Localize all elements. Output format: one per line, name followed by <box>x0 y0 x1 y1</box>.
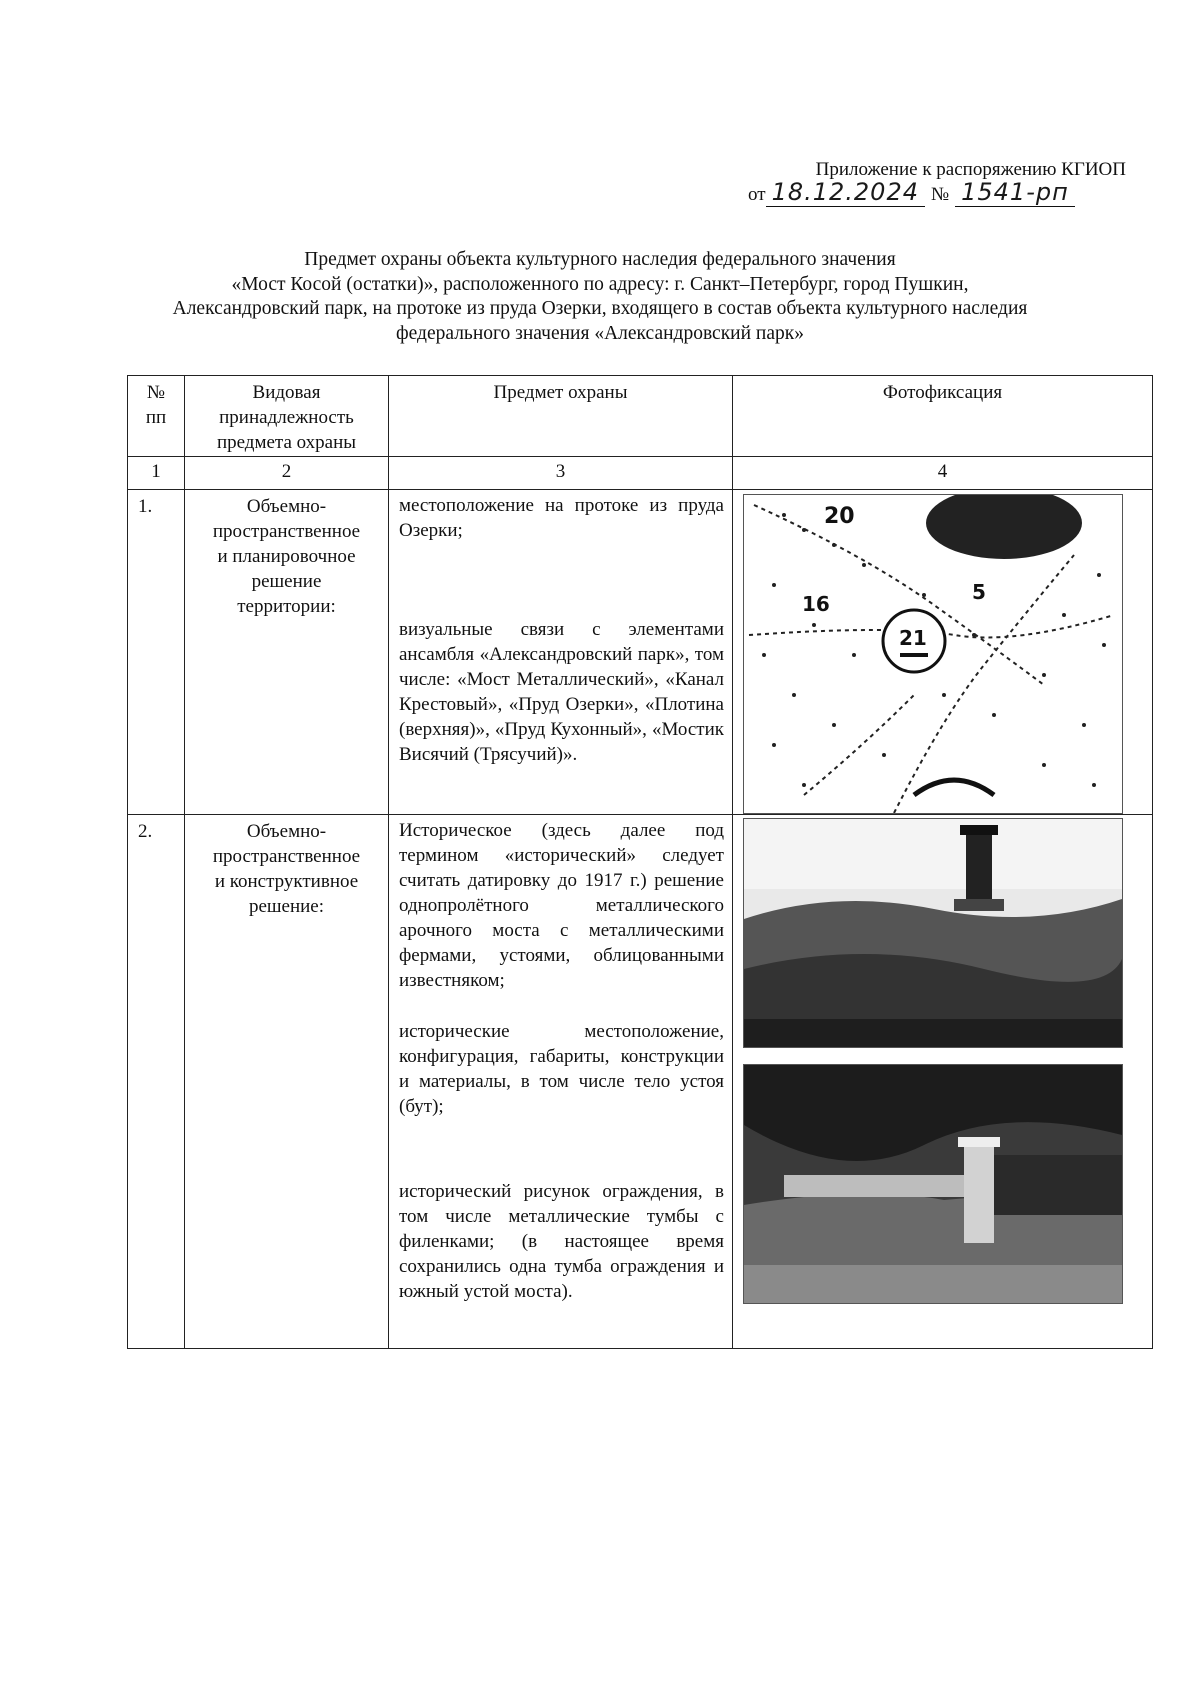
column-number-row <box>128 457 1153 490</box>
row-subject <box>389 490 733 815</box>
title-line: федерального значения «Александровский парк» <box>396 322 804 344</box>
bridge-photo-top <box>743 818 1123 1048</box>
table-row <box>128 815 1153 1349</box>
map-label-5: 5 <box>972 580 986 604</box>
row-kind <box>185 815 389 1349</box>
kind-line: решение: <box>248 896 325 917</box>
appendix-date-number <box>748 178 1126 206</box>
appendix-header <box>706 158 1126 206</box>
row-number: 1. <box>128 490 185 815</box>
document-title <box>60 248 1140 346</box>
header-num <box>128 376 185 457</box>
kind-line: Объемно- <box>246 821 327 842</box>
kind-line: Объемно- <box>246 496 327 517</box>
subject-item: исторический рисунок ограждения, в том числе металлические тумбы с филенками; (в настоящее время сохранились одна тумба ограждения и южный устой моста). <box>399 1181 724 1302</box>
header-kind-line: предмета охраны <box>216 432 357 453</box>
column-number: 3 <box>389 457 733 490</box>
subject-item: исторические местоположение, конфигурация, габариты, конструкции и материалы, в том числе тело устоя (бут); <box>399 1021 724 1117</box>
handwritten-date: 18.12.2024 <box>766 178 925 207</box>
column-number: 1 <box>128 457 185 490</box>
title-line: Александровский парк, на протоке из пруда Озерки, входящего в состав объекта культурного наследия <box>172 298 1028 319</box>
row-photo <box>733 490 1153 815</box>
row-number: 2. <box>128 815 185 1349</box>
protection-table <box>127 375 1153 1349</box>
date-prefix: от <box>748 184 766 205</box>
handwritten-number: 1541-рп <box>955 178 1075 207</box>
bridge-photo-bottom <box>743 1064 1123 1304</box>
header-kind-line: Видовая <box>252 382 321 403</box>
map-label-16: 16 <box>802 592 830 616</box>
map-label-20: 20 <box>824 504 855 529</box>
kind-line: и конструктивное <box>214 871 359 892</box>
header-photo: Фотофиксация <box>733 376 1153 457</box>
number-sign: № <box>930 184 950 205</box>
row-subject <box>389 815 733 1349</box>
title-line: Предмет охраны объекта культурного наследия федерального значения <box>304 249 896 270</box>
site-plan-map <box>743 494 1123 814</box>
table-row <box>128 490 1153 815</box>
row-photo <box>733 815 1153 1349</box>
column-number: 4 <box>733 457 1153 490</box>
kind-line: территории: <box>237 596 336 617</box>
subject-item: Историческое (здесь далее под термином «исторический» следует считать датировку до 1917 г.) решение однопролётного металлического арочного моста с металлическими фермами, устоями, облицованными известняком; <box>399 820 724 991</box>
column-number: 2 <box>185 457 389 490</box>
header-num-line: № <box>146 382 166 403</box>
kind-line: пространственное <box>212 846 361 867</box>
header-kind-line: принадлежность <box>219 407 354 428</box>
header-kind <box>185 376 389 457</box>
kind-line: и планировочное <box>217 546 356 567</box>
subject-item: местоположение на протоке из пруда Озерки; <box>399 495 724 541</box>
header-num-line: пп <box>145 407 167 428</box>
table-header-row <box>128 376 1153 457</box>
row-kind <box>185 490 389 815</box>
kind-line: пространственное <box>212 521 361 542</box>
title-line: «Мост Косой (остатки)», расположенного по адресу: г. Санкт–Петербург, город Пушкин, <box>231 273 969 295</box>
map-label-21: 21 <box>899 626 927 650</box>
kind-line: решение <box>251 571 322 592</box>
subject-item: визуальные связи с элементами ансамбля «Александровский парк», том числе: «Мост Металлический», «Канал Крестовый», «Пруд Озерки», «Плотина (верхняя)», «Пруд Кухонный», «Мостик Висячий (Трясучий)». <box>399 619 724 765</box>
appendix-title: Приложение к распоряжению КГИОП <box>815 159 1126 180</box>
header-subject: Предмет охраны <box>389 376 733 457</box>
